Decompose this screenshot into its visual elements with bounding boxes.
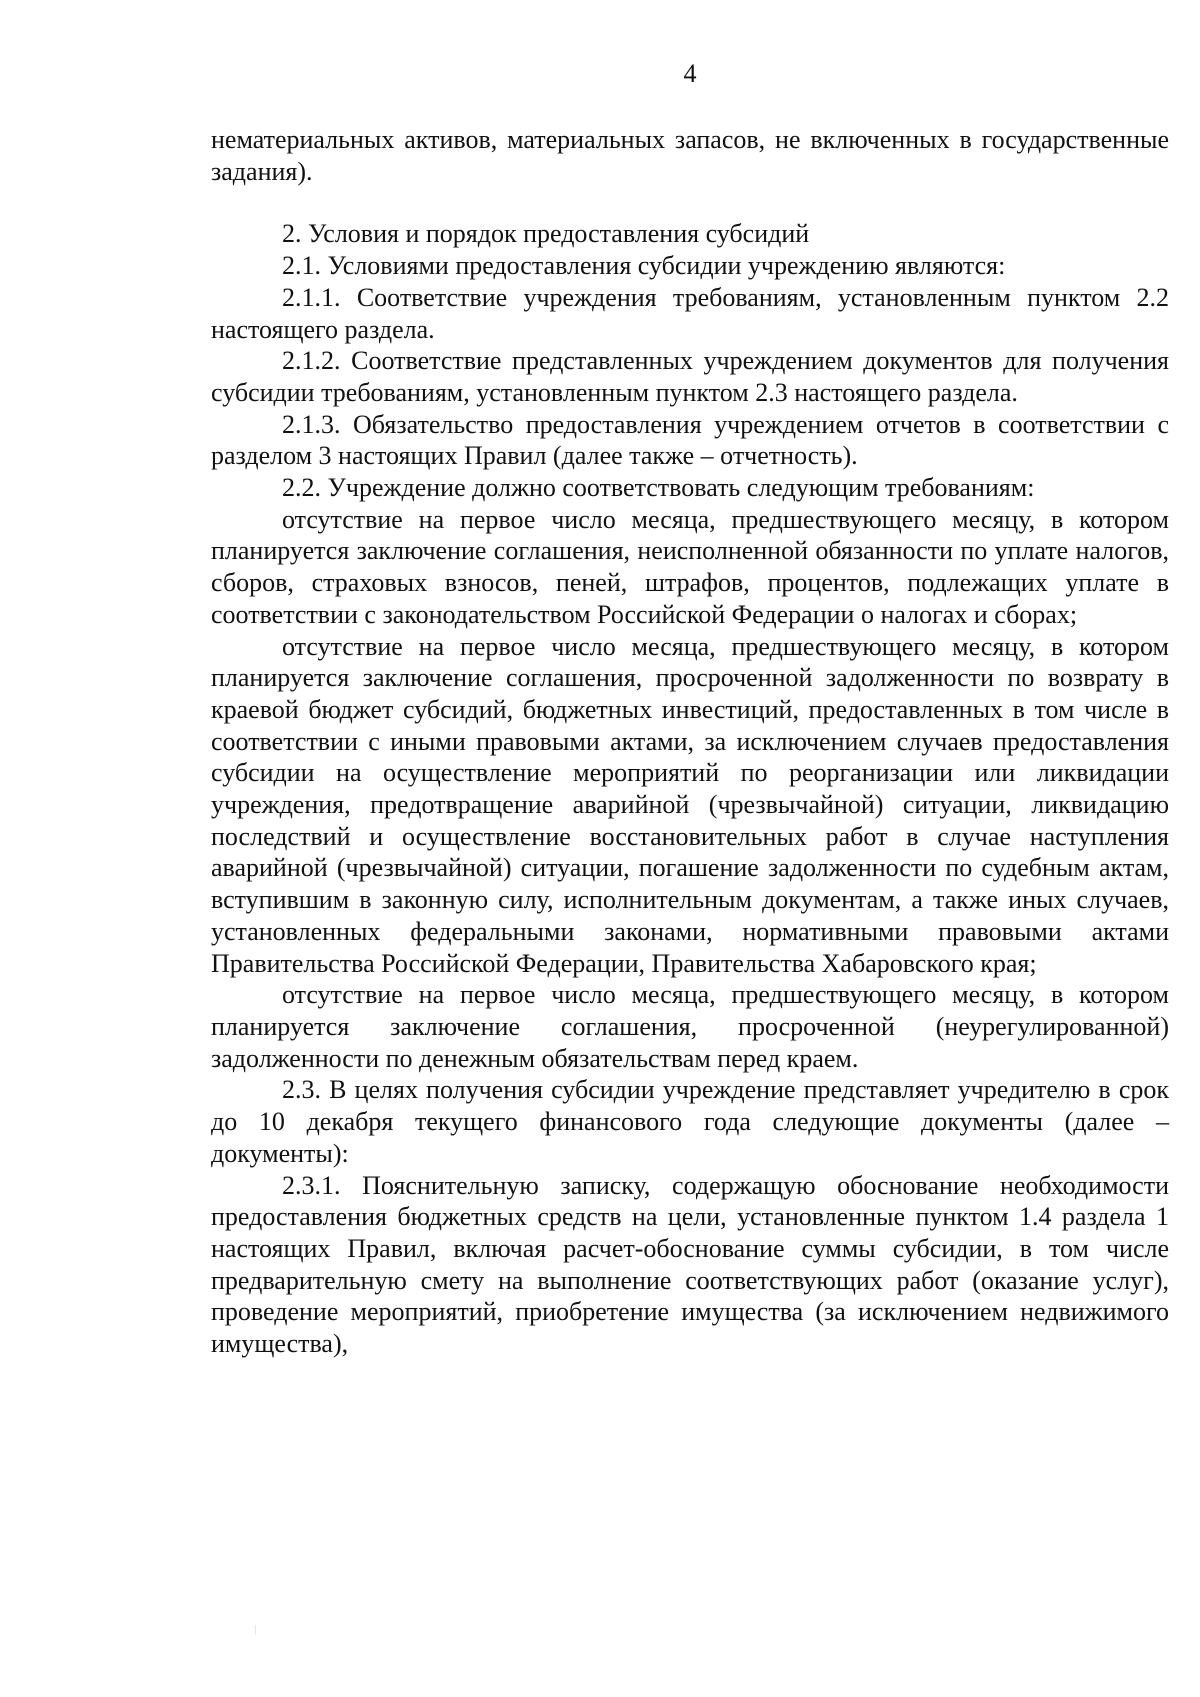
document-body xyxy=(211,124,1169,1360)
paragraph-2-2: 2.2. Учреждение должно соответствовать следующим требованиям: xyxy=(282,473,1035,503)
scan-mark xyxy=(255,1625,256,1635)
page-number: 4 xyxy=(683,59,697,88)
paragraph-2-3-1: 2.3.1. Пояснительную записку, содержащую обоснование необходимости предоставления бюджетных средств на цели, установленные пунктом 1.4 раздела 1 настоящих Правил, включая расчет-обоснование суммы субсидии, в том числе предварительную смету на выполнение соответствующих работ (оказание услуг), проведение мероприятий, приобретение имущества (за исключением недвижимого имущества), xyxy=(211,1170,1169,1359)
requirement-budget-debt: отсутствие на первое число месяца, предшествующего месяцу, в котором планируется заключение соглашения, просроченной задолженности по возврату в краевой бюджет субсидий, бюджетных инвестиций, предоставленных в том числе в соответствии с иными правовыми актами, за исключением случаев предоставления субсидии на осуществление мероприятий по реорганизации или ликвидации учреждения, предотвращение аварийной (чрезвычайной) ситуации, ликвидацию последствий и осуществление восстановительных работ в случае наступления аварийной (чрезвычайной) ситуации, погашение задолженности по судебным актам, вступившим в законную силу, исполнительным документам, а также иных случаев, установленных федеральными законами, нормативными правовыми актами Правительства Российской Федерации, Правительства Хабаровского края; xyxy=(211,631,1169,978)
paragraph-2-1: 2.1. Условиями предоставления субсидии учреждению являются: xyxy=(282,251,1006,281)
paragraph-2-1-1: 2.1.1. Соответствие учреждения требованиям, установленным пунктом 2.2 настоящего раздела. xyxy=(211,282,1169,344)
paragraph-2-3: 2.3. В целях получения субсидии учреждение представляет учредителю в срок до 10 декабря текущего финансового года следующие документы (далее – документы): xyxy=(211,1075,1169,1168)
paragraph-2-1-2: 2.1.2. Соответствие представленных учреждением документов для получения субсидии требованиям, установленным пунктом 2.3 настоящего раздела. xyxy=(211,346,1169,407)
requirement-monetary-obligations: отсутствие на первое число месяца, предшествующего месяцу, в котором планируется заключение соглашения, просроченной (неурегулированной) задолженности по денежным обязательствам перед краем. xyxy=(211,980,1169,1073)
requirement-taxes: отсутствие на первое число месяца, предшествующего месяцу, в котором планируется заключение соглашения, неисполненной обязанности по уплате налогов, сборов, страховых взносов, пеней, штрафов, процентов, подлежащих уплате в соответствии с законодательством Российской Федерации о налогах и сборах; xyxy=(211,504,1169,629)
section-heading: 2. Условия и порядок предоставления субсидий xyxy=(282,219,810,249)
paragraph-continuation: нематериальных активов, материальных запасов, не включенных в государственные задания). xyxy=(211,125,1169,186)
paragraph-2-1-3: 2.1.3. Обязательство предоставления учреждением отчетов в соответствии с разделом 3 настоящих Правил (далее также – отчетность). xyxy=(211,409,1169,471)
